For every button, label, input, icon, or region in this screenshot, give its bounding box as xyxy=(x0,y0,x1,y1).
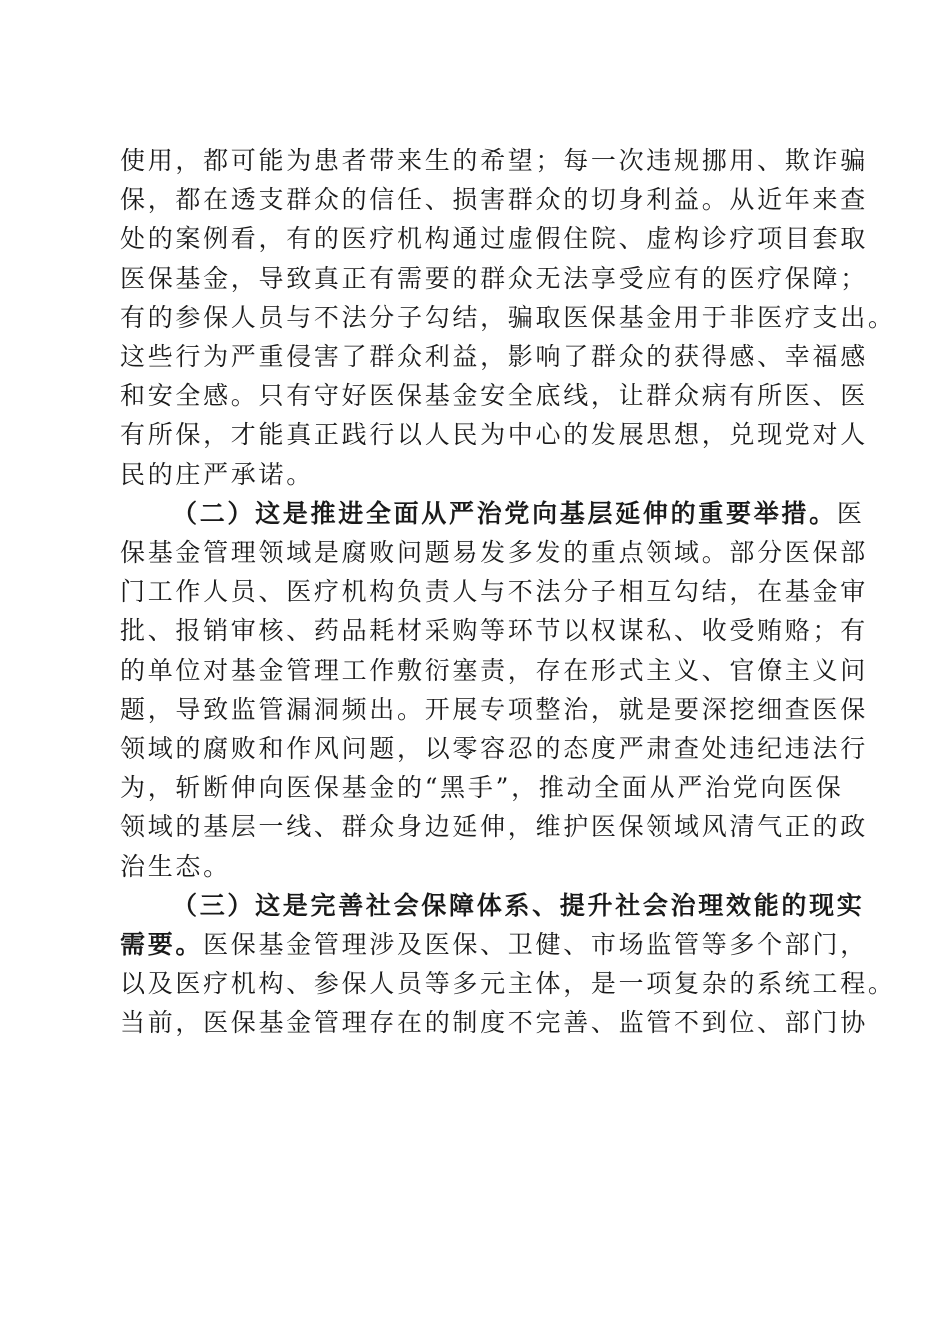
text-line: 保，都在透支群众的信任、损害群众的切身利益。从近年来查 xyxy=(120,185,868,215)
text-line: 处的案例看，有的医疗机构通过虚假住院、虚构诊疗项目套取 xyxy=(120,224,868,254)
text-line: 领域的腐败和作风问题，以零容忍的态度严肃查处违纪违法行 xyxy=(120,734,868,764)
paragraph-2 xyxy=(120,494,868,886)
document-page xyxy=(120,141,896,1043)
text-line: 门工作人员、医疗机构负责人与不法分子相互勾结，在基金审 xyxy=(120,577,868,607)
text-line: 保基金管理领域是腐败问题易发多发的重点领域。部分医保部 xyxy=(120,538,868,568)
text-line: 和安全感。只有守好医保基金安全底线，让群众病有所医、医 xyxy=(120,381,868,411)
text-line: 使用，都可能为患者带来生的希望；每一次违规挪用、欺诈骗 xyxy=(120,146,868,175)
text-line: 领域的基层一线、群众身边延伸，维护医保领域风清气正的政 xyxy=(120,812,868,842)
text-line: 这些行为严重侵害了群众利益，影响了群众的获得感、幸福感 xyxy=(120,342,868,372)
text-line: 题，导致监管漏洞频出。开展专项整治，就是要深挖细查医保 xyxy=(120,694,868,724)
section-heading-3-part-2: 需要。 xyxy=(120,930,204,960)
text-line-with-heading xyxy=(120,925,868,964)
text-line: 的单位对基金管理工作敷衍塞责，存在形式主义、官僚主义问 xyxy=(120,655,868,685)
text-line: 为，斩断伸向医保基金的“黑手”，推动全面从严治党向医保 xyxy=(120,773,844,803)
text-line: 批、报销审核、药品耗材采购等环节以权谋私、收受贿赂；有 xyxy=(120,616,868,646)
text-line: 治生态。 xyxy=(120,851,231,881)
text-line: 医保基金，导致真正有需要的群众无法享受应有的医疗保障； xyxy=(120,263,868,293)
text-line: 当前，医保基金管理存在的制度不完善、监管不到位、部门协 xyxy=(120,1008,868,1038)
text-line: 以及医疗机构、参保人员等多元主体，是一项复杂的系统工程。 xyxy=(120,969,896,999)
text-fragment: 医保基金管理涉及医保、卫健、市场监管等多个部门， xyxy=(203,930,868,960)
section-heading-2: （二）这是推进全面从严治党向基层延伸的重要举措。 xyxy=(172,498,837,528)
text-line: 有的参保人员与不法分子勾结，骗取医保基金用于非医疗支出。 xyxy=(120,302,896,332)
paragraph-1 xyxy=(120,141,896,494)
section-heading-3-line-1 xyxy=(120,886,865,925)
text-fragment: 医 xyxy=(836,498,865,528)
section-heading-3-part-1: （三）这是完善社会保障体系、提升社会治理效能的现实 xyxy=(172,890,865,920)
paragraph-3 xyxy=(120,886,896,1043)
text-line: 民的庄严承诺。 xyxy=(120,459,314,489)
text-line-with-heading xyxy=(120,494,865,533)
text-line: 有所保，才能真正践行以人民为中心的发展思想，兑现党对人 xyxy=(120,420,868,450)
